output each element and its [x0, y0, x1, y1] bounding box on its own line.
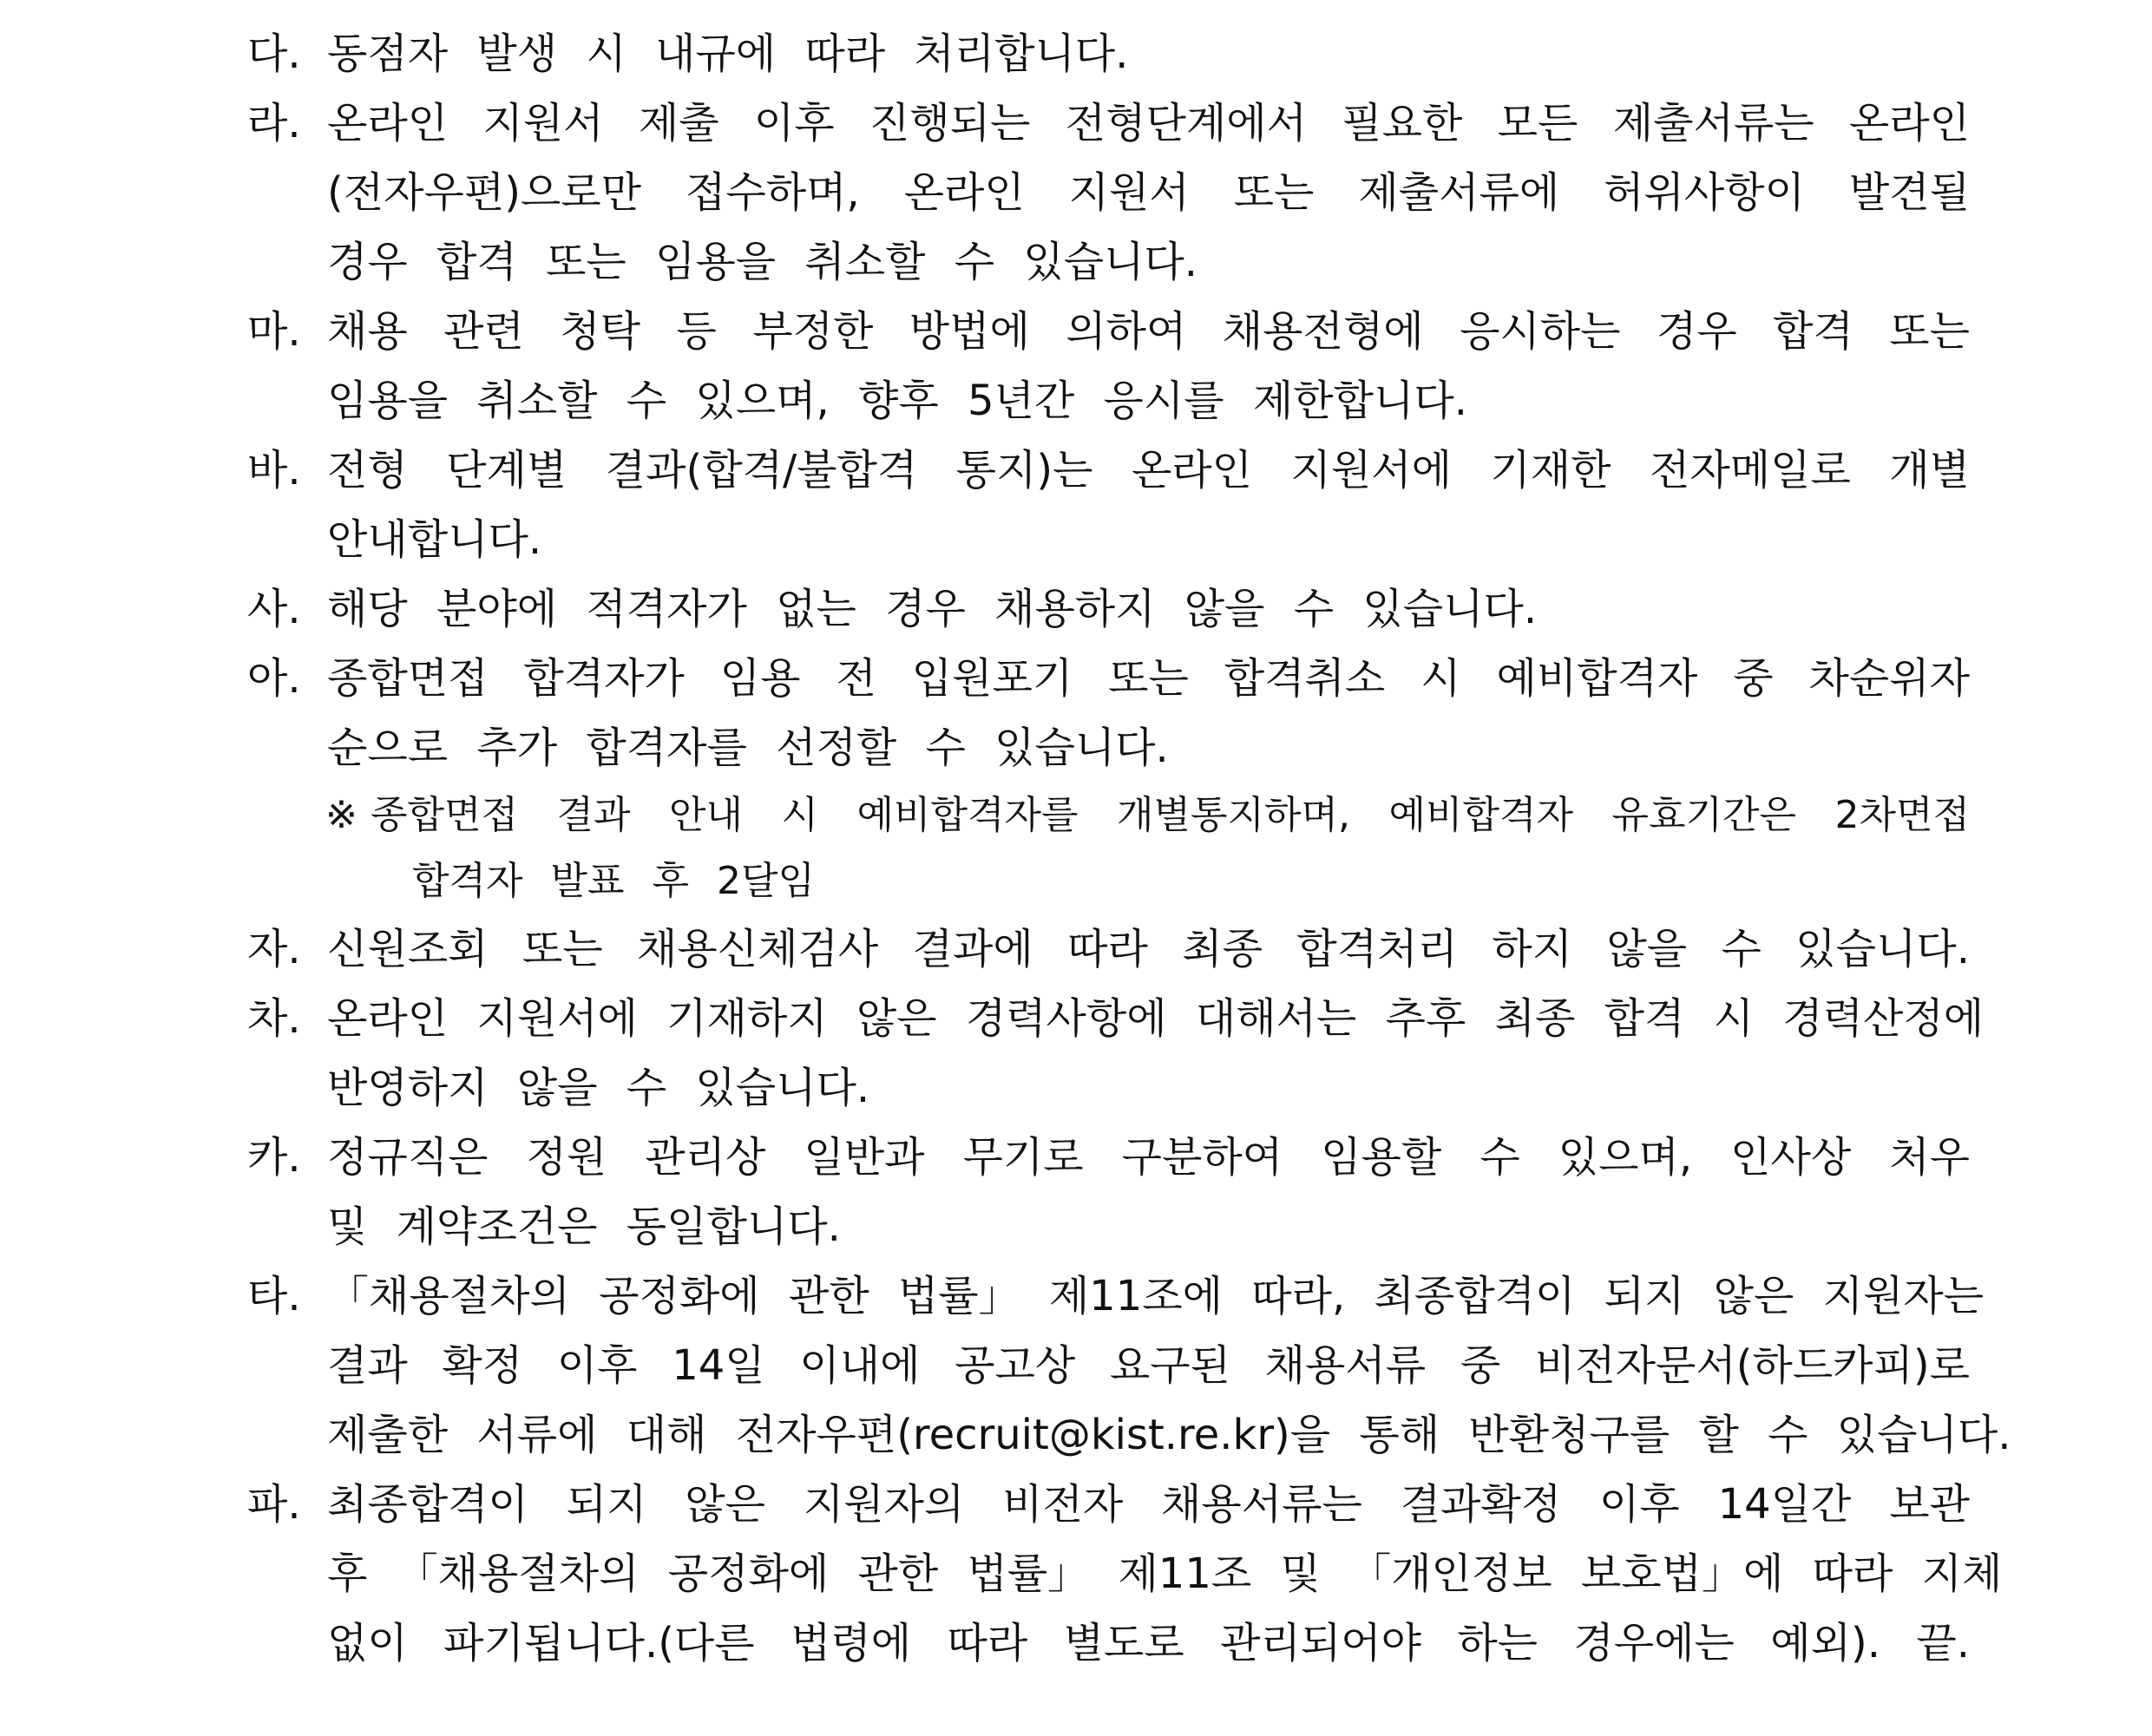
list-item-cha: [247, 984, 1985, 1123]
reserve-candidate-note: [247, 783, 1970, 914]
reference-mark-icon: ※: [325, 793, 358, 837]
list-item-ka: [247, 1123, 1970, 1261]
list-item-ba: [247, 436, 1970, 574]
item-marker: 사.: [247, 585, 301, 633]
list-item-ta: [247, 1261, 2011, 1470]
item-marker: 차.: [247, 994, 301, 1043]
list-item-pa: [247, 1470, 2003, 1678]
list-item-ra: [247, 88, 1970, 297]
item-marker: 타.: [247, 1272, 301, 1320]
note-text-line: 종합면접 결과 안내 시 예비합격자를 개별통지하며, 예비합격자 유효기간은 2차면접: [371, 793, 1970, 837]
item-marker: 아.: [247, 654, 301, 703]
item-text-line: 반영하지 않을 수 있습니다.: [327, 1064, 870, 1112]
item-text-line: 최종합격이 되지 않은 지원자의 비전자 채용서류는 결과확정 이후 14일간 보관: [327, 1480, 1970, 1529]
list-item-ma: [247, 297, 1970, 436]
item-text-line: 제출한 서류에 대해 전자우편(recruit@kist.re.kr)을 통해 반환청구를 할 수 있습니다.: [327, 1411, 2011, 1459]
item-marker: 마.: [247, 307, 301, 356]
item-text-line: 안내합니다.: [327, 515, 542, 564]
list-item-sa: [247, 574, 1970, 644]
item-text-line: 없이 파기됩니다.(다른 법령에 따라 별도로 관리되어야 하는 경우에는 예외). 끝.: [327, 1619, 1970, 1667]
item-marker: 카.: [247, 1133, 301, 1182]
list-item-ja: [247, 914, 1970, 984]
list-item-da: [247, 19, 1970, 88]
item-text-line: 정규직은 정원 관리상 일반과 무기로 구분하여 임용할 수 있으며, 인사상 처우: [327, 1133, 1970, 1182]
item-text-line: 신원조회 또는 채용신체검사 결과에 따라 최종 합격처리 하지 않을 수 있습니다.: [327, 925, 1970, 973]
item-text-line: 임용을 취소할 수 있으며, 향후 5년간 응시를 제한합니다.: [327, 377, 1467, 425]
item-text-line: 후 「채용절차의 공정화에 관한 법률」 제11조 및 「개인정보 보호법」에 따라 지체: [327, 1549, 2003, 1598]
item-text-line: 동점자 발생 시 내규에 따라 처리합니다.: [327, 29, 1129, 78]
item-marker: 자.: [247, 925, 301, 973]
item-text-line: 「채용절차의 공정화에 관한 법률」 제11조에 따라, 최종합격이 되지 않은 지원자는: [327, 1272, 1985, 1320]
list-item-a: [247, 644, 1970, 783]
item-text-line: 전형 단계별 결과(합격/불합격 통지)는 온라인 지원서에 기재한 전자메일로 개별: [327, 446, 1970, 495]
item-text-line: 결과 확정 이후 14일 이내에 공고상 요구된 채용서류 중 비전자문서(하드카피)로: [327, 1341, 1970, 1390]
item-text-line: 온라인 지원서 제출 이후 진행되는 전형단계에서 필요한 모든 제출서류는 온라인: [327, 99, 1970, 147]
item-text-line: (전자우편)으로만 접수하며, 온라인 지원서 또는 제출서류에 허위사항이 발견될: [327, 168, 1970, 217]
notice-document: [247, 19, 2011, 1678]
item-text-line: 종합면접 합격자가 임용 전 입원포기 또는 합격취소 시 예비합격자 중 차순위자: [327, 654, 1970, 703]
item-text-line: 해당 분야에 적격자가 없는 경우 채용하지 않을 수 있습니다.: [327, 585, 1538, 633]
item-marker: 파.: [247, 1480, 301, 1529]
item-text-line: 경우 합격 또는 임용을 취소할 수 있습니다.: [327, 238, 1198, 286]
item-marker: 바.: [247, 446, 301, 495]
item-text-line: 및 계약조건은 동일합니다.: [327, 1202, 841, 1251]
item-marker: 다.: [247, 29, 301, 78]
note-text-line: 합격자 발표 후 2달임: [412, 859, 815, 903]
item-text-line: 온라인 지원서에 기재하지 않은 경력사항에 대해서는 추후 최종 합격 시 경력산정에: [327, 994, 1985, 1043]
item-marker: 라.: [247, 99, 301, 147]
item-text-line: 채용 관련 청탁 등 부정한 방법에 의하여 채용전형에 응시하는 경우 합격 또는: [327, 307, 1970, 356]
item-text-line: 순으로 추가 합격자를 선정할 수 있습니다.: [327, 724, 1169, 772]
